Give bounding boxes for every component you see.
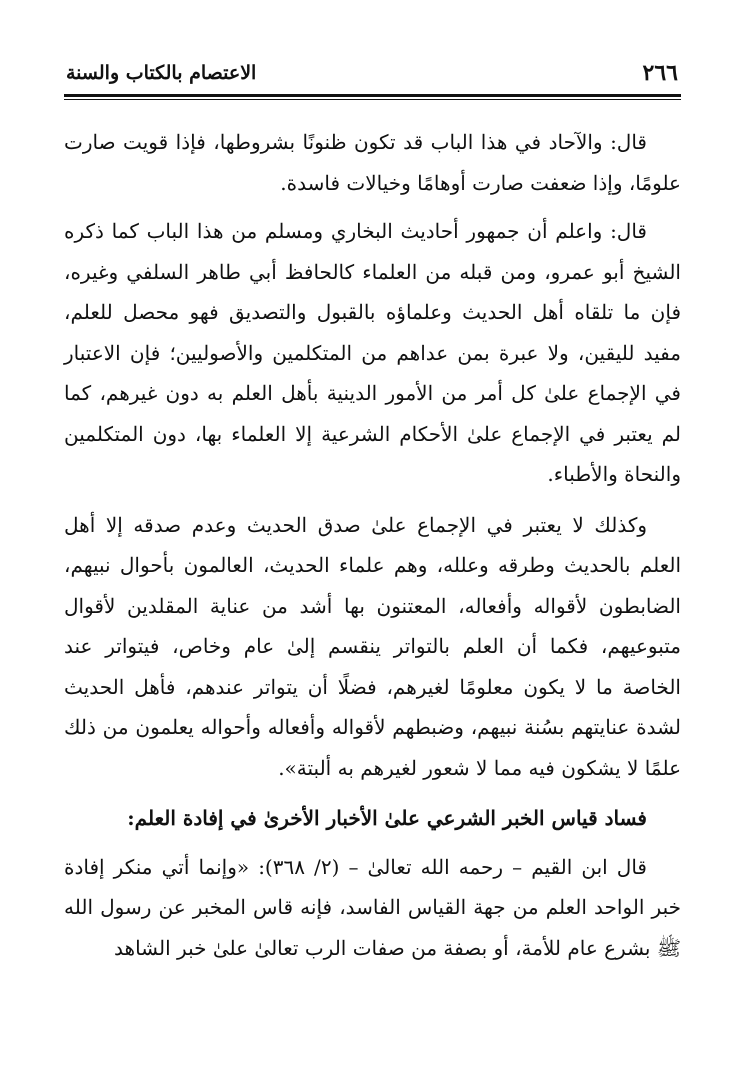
paragraph-2: قال: واعلم أن جمهور أحاديث البخاري ومسلم من هذا الباب كما ذكره الشيخ أبو عمرو، ومن قبله من العلماء كالحافظ أبي طاهر السلفي وغيره، فإن ما تلقاه أهل الحديث وعلماؤه بالقبول والتصديق فهو محصل للعلم، مفيد لليقين، ولا عبرة بمن عداهم من المتكلمين والأصوليين؛ فإن الاعتبار في الإجماع علىٰ كل أمر من الأمور الدينية بأهل العلم به دون غيرهم، كما لم يعتبر في الإجماع علىٰ الأحكام الشرعية إلا العلماء بها، دون المتكلمين والنحاة والأطباء. (64, 219, 682, 486)
paragraph-4: قال ابن القيم – رحمه الله تعالىٰ – (٢/ ٣٦٨): «وإنما أتي منكر إفادة خبر الواحد العلم من جهة القياس الفاسد، فإنه قاس المخبر عن رسول الله ﷺ بشرع عام للأمة، أو بصفة من صفات الرب تعالىٰ علىٰ خبر الشاهد (64, 854, 681, 960)
running-title: الاعتصام بالكتاب والسنة (66, 62, 257, 84)
page-number: ٢٦٦ (642, 60, 678, 86)
page-body (64, 122, 681, 978)
section-heading: فساد قياس الخبر الشرعي علىٰ الأخبار الأخرىٰ في إفادة العلم: (127, 806, 647, 830)
paragraph-3: وكذلك لا يعتبر في الإجماع علىٰ صدق الحديث وعدم صدقه إلا أهل العلم بالحديث وطرقه وعلله، وهم علماء الحديث، العالمون بأحوال نبيهم، الضابطون لأقواله وأفعاله، المعتنون بها أشد من عناية المقلدين لأقوال متبوعيهم، فكما أن العلم بالتواتر ينقسم إلىٰ عام وخاص، فيتواتر عند الخاصة ما لا يكون معلومًا لغيرهم، فضلًا أن يتواتر عندهم، فأهل الحديث لشدة عنايتهم بسُنة نبيهم، وضبطهم لأقواله وأفعاله وأحواله يعلمون من ذلك علمًا لا يشكون فيه مما لا شعور لغيرهم به ألبتة». (64, 512, 682, 780)
header-rule-thick (64, 94, 681, 97)
page-header (64, 58, 680, 92)
paragraph-1: قال: والآحاد في هذا الباب قد تكون ظنونًا بشروطها، فإذا قويت صارت علومًا، وإذا ضعفت صارت أوهامًا وخيالات فاسدة. (64, 130, 681, 195)
header-rule-thin (64, 99, 681, 100)
